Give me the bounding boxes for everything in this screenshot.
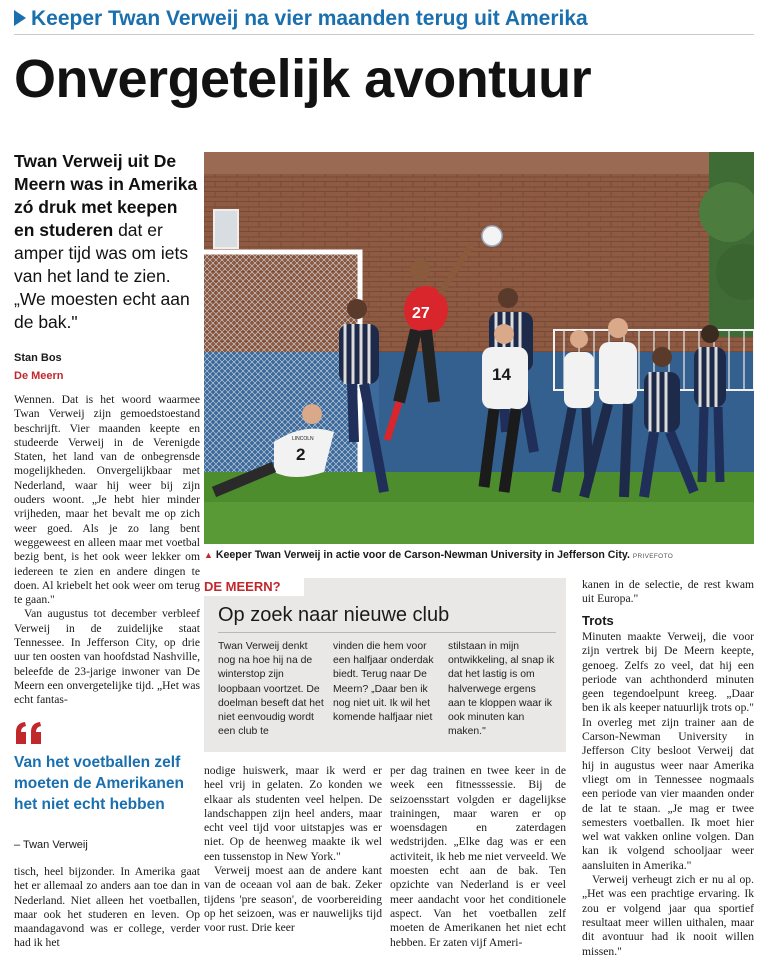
shirt-lettering: LINCOLN [292, 436, 314, 442]
photo-caption [204, 549, 754, 561]
paragraph: Minuten maakte Verweij, die voor zijn vertrek bij De Meern keepte, genoeg. Zelfs zo veel, dat hij een periode van achthonderd minuten geen tegendoelpunt kreeg. „Daar ben ik als keeper natuurlijk trots op." In overleg met zijn trainer aan de Carson-Newman University in Jefferson City besloot Verweij dat hij in augustus weer naar Amerika vliegt om in Tennessee nogmaals een periode van vier maanden onder de lat te staan. „Je mag er twee semesters voetballen. Ik moet hier wel wat vakken online volgen. Dan kan ik volgend schooljaar weer aansluiten in Amerika." [582, 630, 754, 872]
box-label: DE MEERN? [204, 578, 304, 596]
photo-illustration [204, 152, 754, 544]
keeper-jersey-number: 27 [412, 305, 430, 322]
box-column-1: Twan Verweij denkt nog na hoe hij na de winterstop zijn loopbaan voortzet. De doelman beseft dat het niet eenvoudig wordt een club te [218, 641, 324, 738]
pull-quote-attribution: – Twan Verweij [14, 839, 88, 851]
column-1-continued [14, 865, 200, 951]
paragraph: tisch, heel bijzonder. In Amerika gaat het er allemaal zo anders aan toe dan in Nederland. Niet alleen het voetballen, maar ook het studeren en leven. Op maandagavond was er college, verder had ik het [14, 865, 200, 950]
subhead: Trots [582, 613, 614, 628]
kicker-line [14, 4, 754, 35]
paragraph: Verweij verheugt zich er nu al op. „Het was een prachtige ervaring. Ik zou er volgend jaar qua sportief resultaat meer willen uithalen, maar dit avontuur had ik nooit willen missen." [582, 873, 754, 958]
column-4-body [582, 630, 754, 959]
paragraph: Wennen. Dat is het woord waarmee Twan Verweij zijn gemoedstoestand beschrijft. Vier maanden keepte en studeerde Verweij in de Verenigde Staten, het land van de onbegrensde mogelijkheden. Onvergelijkbaar met Nederland, waar hij weer bij zijn ouders woont. „Je hebt hier minder vrijheden, maar het bevalt me op zich weer goed. Als je zo lang bent weggeweest en alleen maar met voetbal bezig bent, is het ook weer lekker om iedereen te zien en andere dingen te doen. Al kriebelt het ook weer om terug te gaan." [14, 393, 200, 607]
photo-credit: PRIVEFOTO [632, 553, 674, 560]
box-column-3: stilstaan in mijn ontwikkeling, al snap ik dat het lastig is om halverwege ergens aan te kloppen waar ik ook minuten kan maken." [448, 641, 555, 738]
triangle-bullet-icon: ▲ [204, 550, 213, 560]
byline-place: De Meern [14, 370, 64, 382]
box-title: Op zoek naar nieuwe club [218, 604, 450, 626]
match-photo [204, 152, 754, 544]
paragraph: kanen in de selectie, de rest kwam uit Europa." [582, 578, 754, 606]
intro-lead [14, 150, 200, 334]
column-1-body [14, 393, 200, 708]
headline: Onvergetelijk avontuur [14, 49, 592, 109]
pull-quote: Van het voetballen zelf moeten de Amerikanen het niet echt hebben [14, 754, 184, 813]
caption-text: Keeper Twan Verweij in actie voor de Carson-Newman University in Jefferson City. [215, 549, 630, 561]
quote-icon [14, 720, 44, 746]
triangle-bullet-icon [14, 10, 26, 26]
intro-regular: dat er amper tijd was om iets van het land te zien. „We moesten echt aan de bak." [14, 220, 190, 332]
box-divider [218, 632, 556, 633]
paragraph: nodige huiswerk, maar ik werd er heel vrij in gelaten. Zo konden we elkaar als studenten veel helpen. De landschappen zijn heel anders, maar echt veel tijd voor uitstapjes was er niet. Op de heenweg maakte ik wel een tussenstop in New York." [204, 764, 382, 863]
paragraph: Van augustus tot december verbleef Verweij in de zuidelijke staat Tennessee. In Jefferson City, op drie uur ten oosten van hoofdstad Nashville, beleefde de 23-jarige inwoner van De Meern een onvergetelijke tijd. „Het was echt fantas- [14, 607, 200, 707]
box-column-2: vinden die hem voor een halfjaar onderdak biedt. Terug naar De Meern? „Daar ben ik nog niet uit. Ik wil het komende halfjaar niet [333, 641, 434, 724]
player-jersey-number: 14 [492, 365, 511, 384]
column-4-top [582, 578, 754, 607]
column-3-body [390, 764, 566, 950]
column-2-body [204, 764, 382, 936]
byline-author: Stan Bos [14, 352, 62, 364]
paragraph: per dag trainen en twee keer in de week een fitnesssessie. Bij de seizoensstart volgden er dagelijkse trainingen, maar waren er op woensdagen en zaterdagen wedstrijden. „Elke dag was er een activiteit, ik heb me niet verveeld. We moesten echt aan de bak. Ten opzichte van Nederland is er veel meer aandacht voor het conditionele aspect. Van het voetballen zelf moeten de Amerikanen het niet echt hebben. Er zaten vijf Ameri- [390, 764, 566, 949]
player-jersey-number: 2 [296, 445, 306, 464]
paragraph: Verweij moest aan de andere kant van de oceaan vol aan de bak. Zeker tijdens 'pre season', de voorbereiding op het seizoen, was er nauwelijks tijd voor rust. Drie keer [204, 864, 382, 935]
kicker-text: Keeper Twan Verweij na vier maanden terug uit Amerika [31, 7, 588, 30]
intro-bold: Twan Verweij uit De Meern was in Amerika zó druk met keepen en studeren [14, 151, 198, 240]
